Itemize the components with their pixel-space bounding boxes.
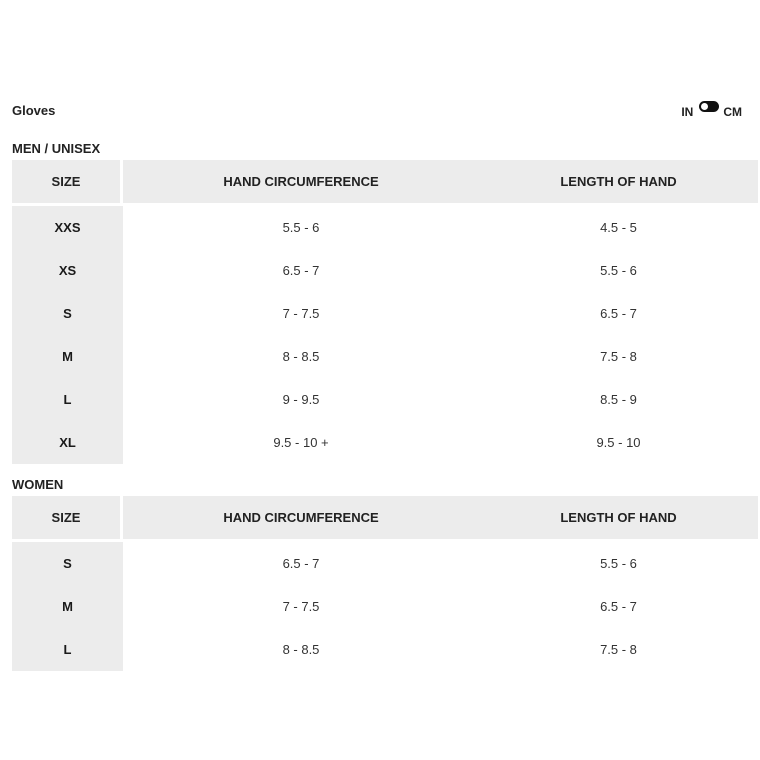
table-row xyxy=(12,249,758,292)
header-hand-circumference: HAND CIRCUMFERENCE xyxy=(123,160,479,206)
page-title: Gloves xyxy=(12,103,56,118)
header-length-of-hand: LENGTH OF HAND xyxy=(479,160,758,206)
unit-switch[interactable] xyxy=(699,101,719,112)
circumference-cell: 7 - 7.5 xyxy=(282,306,320,321)
circumference-cell: 9.5 - 10 + xyxy=(273,435,329,450)
length-cell: 6.5 - 7 xyxy=(600,306,637,321)
size-table-women xyxy=(12,496,758,671)
size-cell: S xyxy=(12,542,123,585)
circumference-cell: 6.5 - 7 xyxy=(282,263,320,278)
table-row xyxy=(12,206,758,249)
size-cell: XL xyxy=(12,421,123,464)
table-header-row xyxy=(12,160,758,206)
circumference-cell: 5.5 - 6 xyxy=(282,220,320,235)
unit-toggle[interactable] xyxy=(681,101,742,119)
length-cell: 4.5 - 5 xyxy=(600,220,637,235)
size-cell: M xyxy=(12,585,123,628)
length-cell: 9.5 - 10 xyxy=(596,435,641,450)
section-title-women: WOMEN xyxy=(12,477,64,492)
size-cell: M xyxy=(12,335,123,378)
length-cell: 5.5 - 6 xyxy=(600,556,637,571)
table-row xyxy=(12,585,758,628)
size-cell: S xyxy=(12,292,123,335)
header-hand-circumference: HAND CIRCUMFERENCE xyxy=(123,496,479,542)
circumference-cell: 8 - 8.5 xyxy=(282,642,320,657)
header-length-of-hand: LENGTH OF HAND xyxy=(479,496,758,542)
length-cell: 6.5 - 7 xyxy=(600,599,637,614)
size-table-men xyxy=(12,160,758,464)
table-row xyxy=(12,421,758,464)
circumference-cell: 7 - 7.5 xyxy=(282,599,320,614)
length-cell: 7.5 - 8 xyxy=(600,349,637,364)
header-size: SIZE xyxy=(12,496,123,542)
length-cell: 5.5 - 6 xyxy=(600,263,637,278)
circumference-cell: 9 - 9.5 xyxy=(282,392,320,407)
table-row xyxy=(12,378,758,421)
table-row xyxy=(12,628,758,671)
switch-knob-icon xyxy=(701,103,708,110)
table-row xyxy=(12,292,758,335)
table-header-row xyxy=(12,496,758,542)
length-cell: 8.5 - 9 xyxy=(600,392,637,407)
length-cell: 7.5 - 8 xyxy=(600,642,637,657)
size-cell: L xyxy=(12,628,123,671)
section-title-men: MEN / UNISEX xyxy=(12,141,101,156)
size-cell: XS xyxy=(12,249,123,292)
size-cell: L xyxy=(12,378,123,421)
circumference-cell: 8 - 8.5 xyxy=(282,349,320,364)
unit-cm-label[interactable]: CM xyxy=(723,105,742,119)
size-cell: XXS xyxy=(12,206,123,249)
table-row xyxy=(12,335,758,378)
header-size: SIZE xyxy=(12,160,123,206)
table-row xyxy=(12,542,758,585)
unit-in-label[interactable]: IN xyxy=(681,105,694,119)
circumference-cell: 6.5 - 7 xyxy=(282,556,320,571)
